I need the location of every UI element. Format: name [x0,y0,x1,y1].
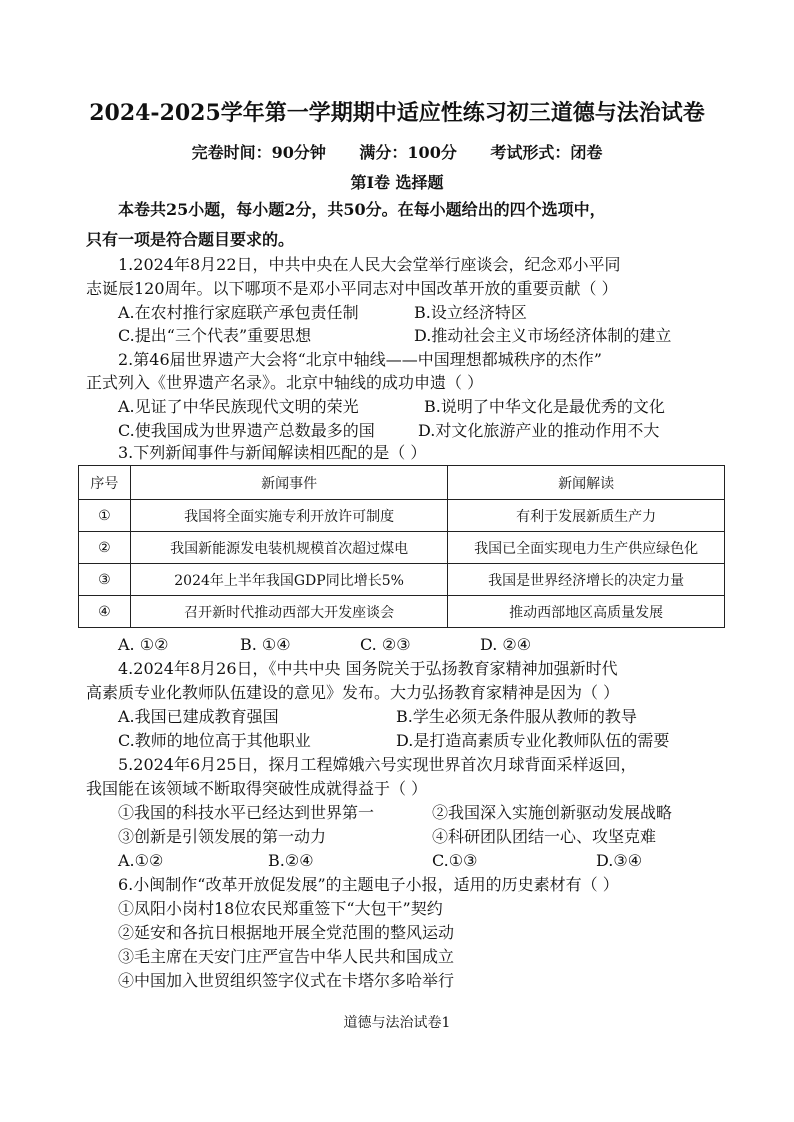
exam-title: 2024-2025学年第一学期期中适应性练习初三道德与法治试卷 [89,100,705,126]
table-row [79,532,725,564]
q3-option-a: A. ①② [118,635,169,654]
q6-statement-1: ①凤阳小岗村18位农民郑重签下“大包干”契约 [118,899,443,918]
q2-option-d: D.对文化旅游产业的推动作用不大 [418,421,660,440]
exam-info [0,140,794,163]
q5-option-d: D.③④ [596,851,643,870]
table-cell: 我国是世界经济增长的决定力量 [448,564,725,596]
exam-duration: 完卷时间：90分钟 [191,143,326,162]
table-cell: 我国新能源发电装机规模首次超过煤电 [130,532,447,564]
table-cell: 我国已全面实现电力生产供应绿色化 [448,532,725,564]
table-cell: ① [79,500,131,532]
q2-stem-line-2: 正式列入《世界遗产名录》。北京中轴线的成功申遗（ ） [86,373,484,392]
q6-stem: 6.小闽制作“改革开放促发展”的主题电子小报，适用的历史素材有（ ） [118,875,619,894]
q6-statement-4: ④中国加入世贸组织签字仪式在卡塔尔多哈举行 [118,971,455,990]
table-cell: ② [79,532,131,564]
exam-full-score: 满分：100分 [359,143,457,162]
q4-option-a: A.我国已建成教育强国 [118,707,279,726]
q5-stem-line-1: 5.2024年6月25日，探月工程嫦娥六号实现世界首次月球背面采样返回， [118,755,637,774]
instructions-line-2: 只有一项是符合题目要求的。 [86,230,295,249]
q1-option-c: C.提出“三个代表”重要思想 [118,326,312,345]
q1-option-d: D.推动社会主义市场经济体制的建立 [414,326,672,345]
q3-option-c: C. ②③ [360,635,411,654]
table-cell: 推动西部地区高质量发展 [448,596,725,628]
page-footer: 道德与法治试卷1 [343,1015,451,1031]
table-cell: 召开新时代推动西部大开发座谈会 [130,596,447,628]
q4-option-b: B.学生必须无条件服从教师的教导 [396,707,637,726]
q2-stem-line-1: 2.第46届世界遗产大会将“北京中轴线——中国理想都城秩序的杰作” [118,350,602,369]
table-header-row [79,466,725,500]
header-cell: 序号 [79,466,131,500]
q6-statement-2: ②延安和各抗日根据地开展全党范围的整风运动 [118,923,455,942]
table-cell: ④ [79,596,131,628]
q5-statement-3: ③创新是引领发展的第一动力 [118,827,327,846]
q2-option-b: B.说明了中华文化是最优秀的文化 [424,397,665,416]
q5-stem-line-2: 我国能在该领域不断取得突破性成就得益于（ ） [86,779,428,798]
header-cell: 新闻解读 [448,466,725,500]
table-row [79,596,725,628]
table-row [79,564,725,596]
q2-option-c: C.使我国成为世界遗产总数最多的国 [118,421,375,440]
header-cell: 新闻事件 [130,466,447,500]
q5-option-a: A.①② [118,851,164,870]
q1-option-b: B.设立经济特区 [414,303,527,322]
q5-statement-1: ①我国的科技水平已经达到世界第一 [118,803,375,822]
section-heading: 第Ⅰ卷 选择题 [350,173,444,192]
q1-stem-line-2: 志诞辰120周年。以下哪项不是邓小平同志对中国改革开放的重要贡献（ ） [86,279,618,298]
exam-form: 考试形式：闭卷 [490,143,603,162]
table-cell: 我国将全面实施专利开放许可制度 [130,500,447,532]
instructions-line-1: 本卷共25小题，每小题2分，共50分。在每小题给出的四个选项中， [118,200,606,219]
q2-option-a: A.见证了中华民族现代文明的荣光 [118,397,359,416]
q3-option-b: B. ①④ [240,635,291,654]
q5-statement-4: ④科研团队团结一心、攻坚克难 [432,827,657,846]
table-cell: 有利于发展新质生产力 [448,500,725,532]
table-cell: 2024年上半年我国GDP同比增长5% [130,564,447,596]
q1-stem-line-1: 1.2024年8月22日，中共中央在人民大会堂举行座谈会，纪念邓小平同 [118,255,621,274]
q6-statement-3: ③毛主席在天安门庄严宣告中华人民共和国成立 [118,947,455,966]
table-row [79,500,725,532]
q4-option-d: D.是打造高素质专业化教师队伍的需要 [396,731,670,750]
table-cell: ③ [79,564,131,596]
q1-option-a: A.在农村推行家庭联产承包责任制 [118,303,359,322]
q5-statement-2: ②我国深入实施创新驱动发展战略 [432,803,673,822]
q3-option-d: D. ②④ [480,635,532,654]
news-table [78,465,725,628]
q5-option-c: C.①③ [432,851,478,870]
q5-option-b: B.②④ [268,851,314,870]
q3-stem: 3.下列新闻事件与新闻解读相匹配的是（ ） [118,443,427,462]
q4-option-c: C.教师的地位高于其他职业 [118,731,311,750]
q4-stem-line-1: 4.2024年8月26日，《中共中央 国务院关于弘扬教育家精神加强新时代 [118,659,618,678]
q4-stem-line-2: 高素质专业化教师队伍建设的意见》发布。大力弘扬教育家精神是因为（ ） [86,683,620,702]
